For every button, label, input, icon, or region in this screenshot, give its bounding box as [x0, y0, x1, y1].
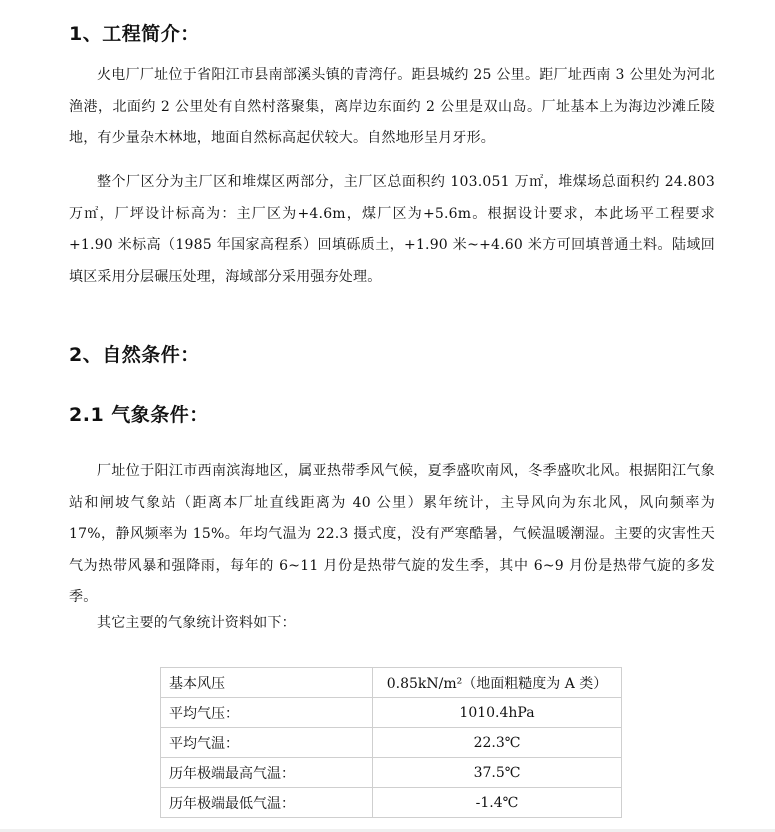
- section-title-natural-conditions: 2、自然条件：: [69, 344, 200, 366]
- table-cell-value: 1010.4hPa: [373, 698, 622, 728]
- table-row: [161, 788, 622, 818]
- paragraph-site-location: 火电厂厂址位于省阳江市县南部溪头镇的青湾仔。距县城约 25 公里。距厂址西南 3 公里处为河北渔港，北面约 2 公里处有自然村落聚集，离岸边东面约 2 公里是双山岛。厂址基本上为海边沙滩丘陵地，有少量杂木林地，地面自然标高起伏较大。自然地形呈月牙形。: [69, 67, 715, 147]
- table-row: [161, 728, 622, 758]
- table-cell-value: 22.3℃: [373, 728, 622, 758]
- table-cell-value: 0.85kN/m²（地面粗糙度为 A 类）: [373, 668, 622, 698]
- table-cell-key: 平均气压：: [161, 698, 373, 728]
- table-cell-value: -1.4℃: [373, 788, 622, 818]
- paragraph-table-intro: 其它主要的气象统计资料如下：: [97, 615, 296, 631]
- table-cell-key: 平均气温：: [161, 728, 373, 758]
- section-title-meteorological-conditions: 2.1 气象条件：: [69, 404, 209, 426]
- table-cell-key: 基本风压: [161, 668, 373, 698]
- paragraph-site-layout: 整个厂区分为主厂区和堆煤区两部分，主厂区总面积约 103.051 万㎡，堆煤场总面积约 24.803 万㎡，厂坪设计标高为：主厂区为+4.6m，煤厂区为+5.6m。根据设计要求，本此场平工程要求+1.90 米标高（1985 年国家高程系）回填砾质土，+1.90 米~+4.60 米方可回填普通土料。陆域回填区采用分层碾压处理，海域部分采用强夯处理。: [69, 174, 715, 285]
- meteorological-table: [160, 667, 622, 818]
- table-cell-key: 历年极端最高气温：: [161, 758, 373, 788]
- table-row: [161, 758, 622, 788]
- paragraph-climate: 厂址位于阳江市西南滨海地区，属亚热带季风气候，夏季盛吹南风，冬季盛吹北风。根据阳江气象站和闸坡气象站（距离本厂址直线距离为 40 公里）累年统计，主导风向为东北风，风向频率为 17%，静风频率为 15%。年均气温为 22.3 摄式度，没有严寒酷暑，气候温暖潮湿。主要的灾害性天气为热带风暴和强降雨，每年的 6~11 月份是热带气旋的发生季，其中 6~9 月份是热带气旋的多发季。: [69, 463, 715, 606]
- table-row: [161, 698, 622, 728]
- section-title-project-overview: 1、工程简介：: [69, 23, 200, 45]
- table-cell-key: 历年极端最低气温：: [161, 788, 373, 818]
- table-row: [161, 668, 622, 698]
- table-cell-value: 37.5℃: [373, 758, 622, 788]
